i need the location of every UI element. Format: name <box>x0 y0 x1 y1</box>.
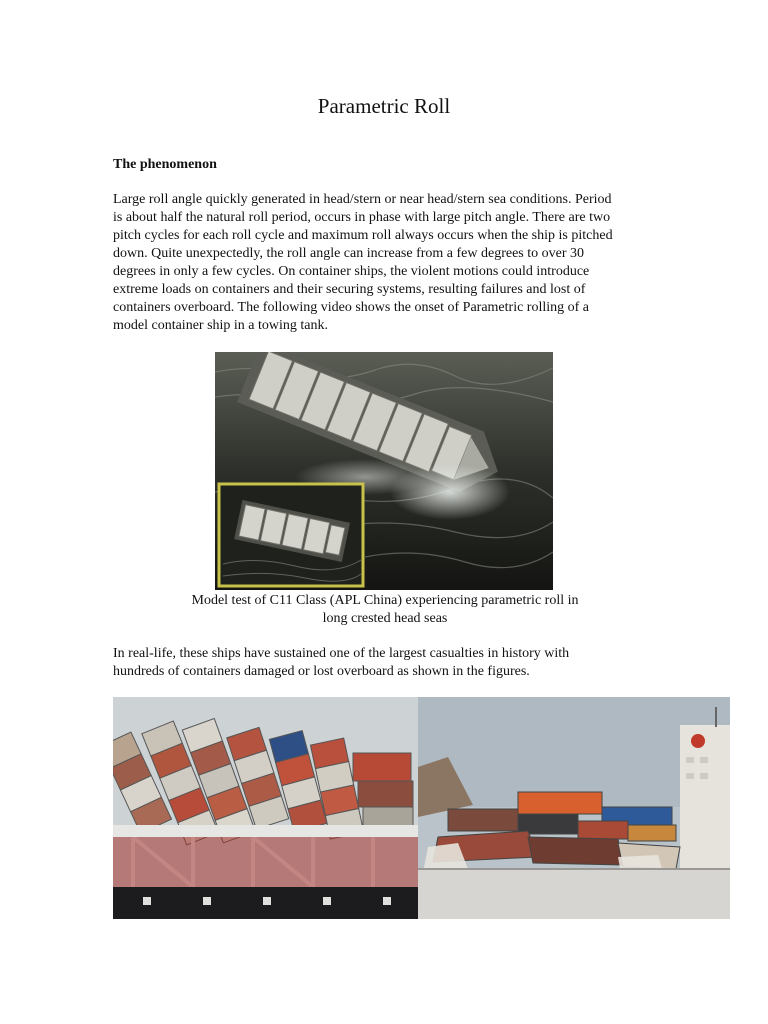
figure-caption <box>130 592 640 628</box>
paragraph-line: degrees in only a few cycles. On container ships, the violent motions could introduce <box>113 264 590 279</box>
paragraph-line: extreme loads on containers and their securing systems, resulting failures and lost of <box>113 282 586 297</box>
page-title: Parametric Roll <box>317 94 451 118</box>
paragraph-line: is about half the natural roll period, occurs in phase with large pitch angle. There are two <box>113 210 611 225</box>
paragraph-line: down. Quite unexpectedly, the roll angle can increase from a few degrees to over 30 <box>113 246 585 261</box>
paragraph-line: model container ship in a towing tank. <box>113 318 329 333</box>
caption-line: Model test of C11 Class (APL China) experiencing parametric roll in <box>191 593 579 608</box>
caption-line: long crested head seas <box>322 611 448 626</box>
container-collapse-photo-left <box>113 697 418 919</box>
container-collapse-photo-right <box>418 697 730 919</box>
paragraph-line: containers overboard. The following video shows the onset of Parametric rolling of a <box>113 300 590 315</box>
paragraph-phenomenon <box>113 191 673 335</box>
section-heading: The phenomenon <box>113 157 217 172</box>
paragraph-line: In real-life, these ships have sustained one of the largest casualties in history with <box>113 646 570 661</box>
paragraph-real-life <box>113 645 673 681</box>
paragraph-line: Large roll angle quickly generated in head/stern or near head/stern sea conditions. Period <box>113 192 612 207</box>
model-test-photo <box>215 352 553 590</box>
paragraph-line: hundreds of containers damaged or lost overboard as shown in the figures. <box>113 664 530 679</box>
paragraph-line: pitch cycles for each roll cycle and maximum roll always occurs when the ship is pitched <box>113 228 613 243</box>
